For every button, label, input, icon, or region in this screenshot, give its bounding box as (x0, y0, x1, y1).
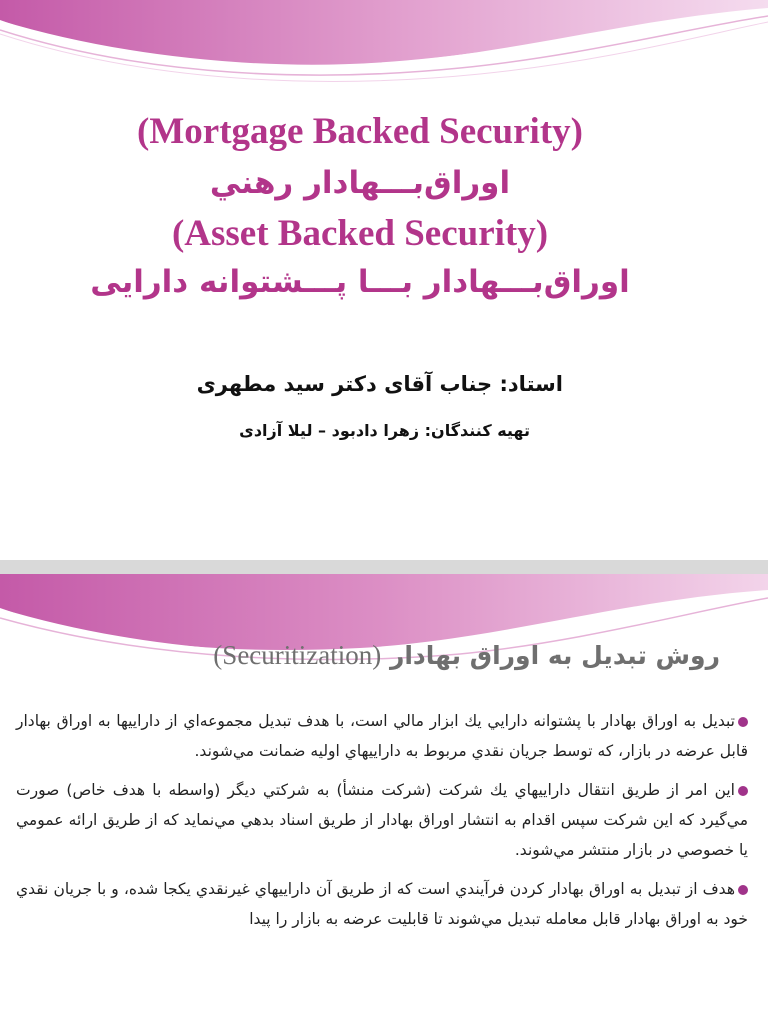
bullet-icon (738, 786, 748, 796)
paragraph: تبديل به اوراق بهادار با پشتوانه دارايي يك ابزار مالي است، با هدف تبديل مجموعه‌اي از داراييها به اوراق بهادار قابل عرضه در بازار، كه توسط جريان نقدي مربوط به داراييهاي اوليه ضمانت مي‌شوند. (16, 712, 748, 760)
title-line-asset-persian: اوراق‌بـــهادار بـــا پـــشتوانه دارایی (90, 264, 630, 300)
slide2-title (213, 640, 720, 671)
paragraph: هدف از تبديل به اوراق بهادار كردن فرآيندي است كه از طريق آن داراييهاي غيرنقدي يكجا شده، و با جريان نقدي خود به اوراق بهادار قابل معامله تبديل مي‌شوند تا قابليت عرضه به بازار را پيدا (16, 880, 748, 928)
header-wave-decoration (0, 0, 768, 90)
bullet-icon (738, 717, 748, 727)
paragraph: اين امر از طريق انتقال داراييهاي يك شركت (شركت منشأ) به شركتي ديگر (واسطه با هدف خاص) صورت مي‌گيرد كه اين شركت سپس اقدام به انتشار اوراق بهادار از طريق اسناد بدهي مي‌نمايد كه از طريق ارائه عمومي يا خصوصي در بازار منتشر مي‌شوند. (16, 781, 748, 859)
professor-name: استاد: جناب آقای دکتر سید مطهری (196, 372, 563, 396)
title-line-mortgage-persian: اوراق‌بـــهادار رهني (209, 165, 511, 201)
slide2-title-latin: (Securitization) (213, 640, 382, 670)
slide2-title-persian: روش تبدیل به اوراق بهادار (389, 641, 720, 670)
slide2-body (16, 706, 748, 943)
authors-names: تهیه کنندگان: زهرا دادبود – لیلا آزادی (239, 421, 530, 440)
title-line-mbs: (Mortgage Backed Security) (137, 111, 583, 152)
bullet-icon (738, 885, 748, 895)
title-line-abs: (Asset Backed Security) (171, 213, 549, 254)
